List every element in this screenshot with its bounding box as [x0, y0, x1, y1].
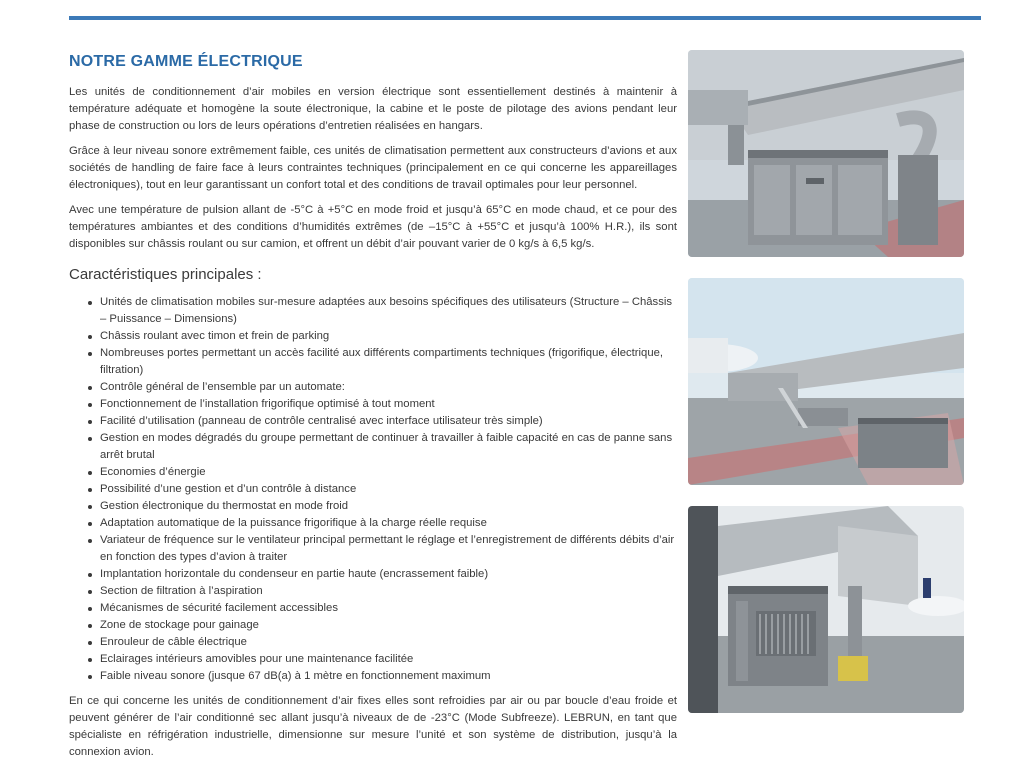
feature-text: Mécanismes de sécurité facilement accessibles [100, 602, 338, 614]
feature-text: Economies d’énergie [100, 466, 206, 478]
bullet-icon [88, 590, 92, 594]
bullet-icon [88, 624, 92, 628]
bullet-icon [88, 658, 92, 662]
feature-text: Section de filtration à l’aspiration [100, 585, 263, 597]
feature-item [100, 396, 677, 413]
feature-text: Gestion en modes dégradés du groupe permettant de continuer à travailler à faible capacité en cas de panne sans arrêt brutal [100, 432, 673, 461]
feature-item [100, 634, 677, 651]
feature-text: Châssis roulant avec timon et frein de parking [100, 330, 330, 342]
photo-column [688, 50, 964, 734]
feature-item [100, 328, 677, 345]
photo-ac-unit-under-bridge [688, 506, 964, 713]
feature-text: Nombreuses portes permettant un accès facilité aux différents compartiments techniques (frigorifique, électrique, filtration) [100, 347, 664, 376]
feature-item [100, 651, 677, 668]
feature-text: Possibilité d’une gestion et d’un contrôle à distance [100, 483, 357, 495]
feature-item [100, 481, 677, 498]
feature-text: Variateur de fréquence sur le ventilateur principal permettant le réglage et l’enregistrement de différents débits d’air en fonction des types d’avion à traiter [100, 534, 675, 563]
feature-text: Facilité d’utilisation (panneau de contrôle centralisé avec interface utilisateur très simple) [100, 415, 543, 427]
feature-text: Zone de stockage pour gainage [100, 619, 259, 631]
photo-apron-ac-units [688, 278, 964, 485]
feature-text: Eclairages intérieurs amovibles pour une maintenance facilitée [100, 653, 414, 665]
feature-item [100, 600, 677, 617]
feature-item [100, 413, 677, 430]
feature-text: Gestion électronique du thermostat en mode froid [100, 500, 349, 512]
bullet-icon [88, 471, 92, 475]
feature-text: Unités de climatisation mobiles sur-mesure adaptées aux besoins spécifiques des utilisateurs (Structure – Châssis – Puissance – Dimensions) [100, 296, 673, 325]
features-title: Caractéristiques principales : [69, 266, 262, 283]
bullet-icon [88, 573, 92, 577]
feature-item [100, 498, 677, 515]
section-title: NOTRE GAMME ÉLECTRIQUE [69, 53, 303, 70]
bullet-icon [88, 352, 92, 356]
features-list [69, 294, 677, 685]
main-content [69, 50, 677, 769]
feature-item [100, 464, 677, 481]
feature-text: Adaptation automatique de la puissance frigorifique à la charge réelle requise [100, 517, 487, 529]
feature-item [100, 583, 677, 600]
bullet-icon [88, 505, 92, 509]
feature-item [100, 430, 677, 464]
bullet-icon [88, 607, 92, 611]
closing-paragraph: En ce qui concerne les unités de conditionnement d’air fixes elles sont refroidies par air ou par boucle d’eau froide et peuvent générer de l’air conditionné sec allant jusqu’à niveaux de de -23°C (Mode Subfreeze). LEBRUN, en tant que spécialiste en réfrigération industrielle, dimensionne sur mesure l’unité et son système de distribution, jusqu’à la connexion avion. [69, 695, 677, 758]
feature-item [100, 379, 677, 396]
bullet-icon [88, 539, 92, 543]
feature-item [100, 532, 677, 566]
feature-item [100, 345, 677, 379]
feature-item [100, 294, 677, 328]
feature-item [100, 566, 677, 583]
feature-text: Implantation horizontale du condenseur en partie haute (encrassement faible) [100, 568, 489, 580]
bullet-icon [88, 335, 92, 339]
bullet-icon [88, 522, 92, 526]
intro-paragraph-2: Grâce à leur niveau sonore extrêmement faible, ces unités de climatisation permettent aux constructeurs d’avions et aux sociétés de handling de faire face à leurs contraintes techniques (principalement en ce qui concerne les appareillages électroniques), tout en leur garantissant un confort total et des conditions de travail optimales pour leur personnel. [69, 145, 677, 191]
bullet-icon [88, 437, 92, 441]
top-rule [69, 16, 981, 20]
intro-paragraph-3: Avec une température de pulsion allant de -5°C à +5°C en mode froid et jusqu’à 65°C en mode chaud, et ce pour des températures ambiantes et des conditions d’humidités extrêmes (de –15°C à +55°C et jusqu’à 100% H.R.), ils sont disponibles sur châssis roulant ou sur camion, et offrent un débit d’air pouvant varier de 0 kg/s à 6,5 kg/s. [69, 204, 677, 250]
feature-item [100, 668, 677, 685]
bullet-icon [88, 641, 92, 645]
bullet-icon [88, 420, 92, 424]
intro-paragraph-1: Les unités de conditionnement d’air mobiles en version électrique sont essentiellement destinés à maintenir à température adéquate et homogène la soute électronique, la cabine et le poste de pilotage des avions pendant leur phase de construction ou lors de leurs opérations d’entretien réalisées en hangars. [69, 86, 677, 132]
feature-text: Enrouleur de câble électrique [100, 636, 247, 648]
bullet-icon [88, 675, 92, 679]
feature-item [100, 617, 677, 634]
feature-text: Fonctionnement de l’installation frigorifique optimisé à tout moment [100, 398, 435, 410]
feature-text: Contrôle général de l’ensemble par un automate: [100, 381, 345, 393]
feature-item [100, 515, 677, 532]
bullet-icon [88, 386, 92, 390]
bullet-icon [88, 301, 92, 305]
bullet-icon [88, 488, 92, 492]
bullet-icon [88, 403, 92, 407]
photo-jet-bridge-ac-unit [688, 50, 964, 257]
feature-text: Faible niveau sonore (jusque 67 dB(a) à 1 mètre en fonctionnement maximum [100, 670, 491, 682]
